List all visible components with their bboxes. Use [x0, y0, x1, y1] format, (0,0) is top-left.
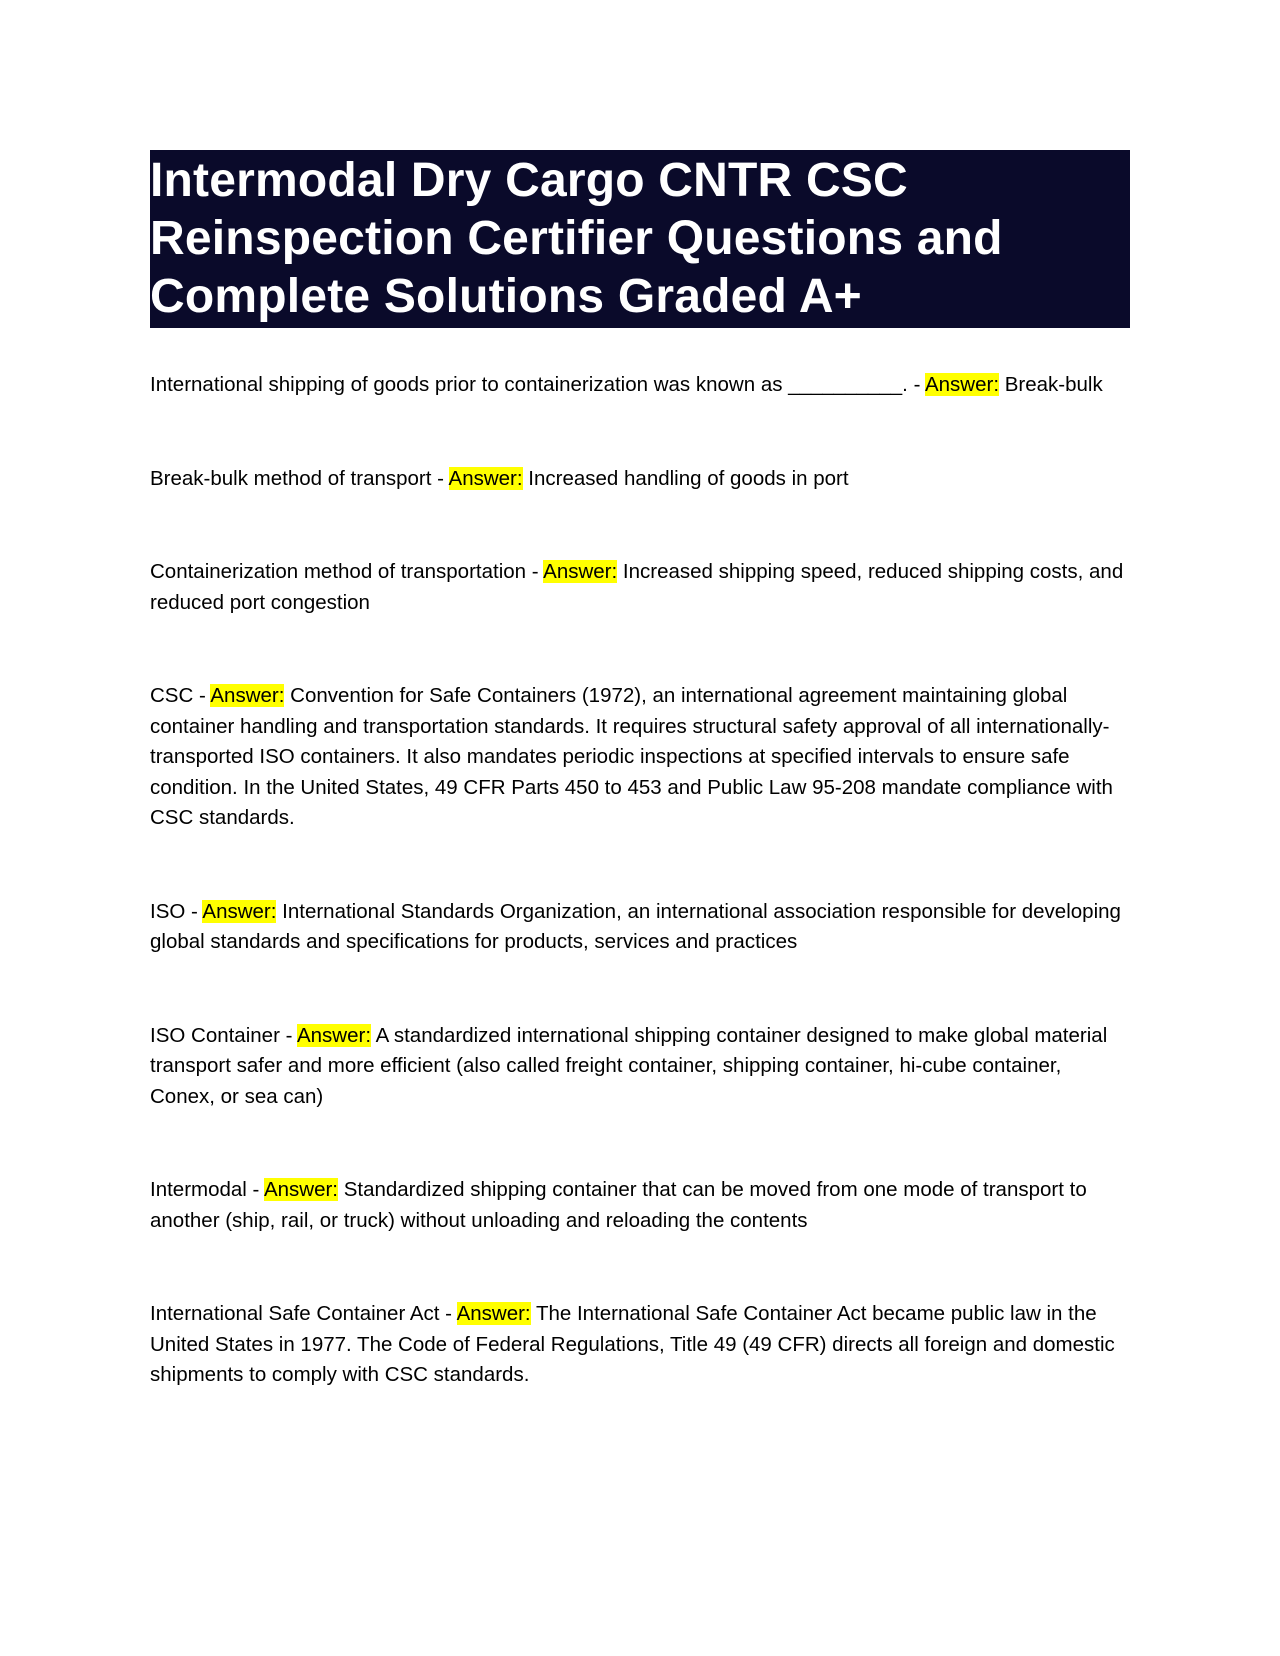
qa-list [150, 370, 1130, 1391]
qa-item [150, 1175, 1130, 1236]
answer-text: Increased handling of goods in port [522, 466, 849, 490]
question-text: Intermodal - [150, 1178, 264, 1201]
question-text: ISO - [150, 899, 203, 923]
question-text: Containerization method of transportation - [150, 560, 544, 583]
qa-item [150, 464, 1130, 495]
qa-item [150, 370, 1130, 401]
document-title: Intermodal Dry Cargo CNTR CSC Reinspection Certifier Questions and Complete Solutions Graded A+ [150, 150, 1130, 328]
question-text: International Safe Container Act - [150, 1302, 457, 1325]
answer-text: The International Safe Container Act became public law in the United States in 1977. The Code of Federal Regulations, Title 49 (49 CFR) directs all foreign and domestic shipments to comply with CSC standards. [150, 1302, 1115, 1386]
answer-label: Answer: [543, 560, 618, 583]
answer-label: Answer: [448, 466, 523, 490]
answer-label: Answer: [296, 1023, 372, 1047]
answer-text: A standardized international shipping container designed to make global material transport safer and more efficient (also called freight container, shipping container, hi-cube container, Conex, or sea can) [150, 1023, 1108, 1108]
qa-item [150, 557, 1130, 618]
answer-text: International Standards Organization, an international association responsible for developing global standards and specifications for products, services and practices [150, 899, 1121, 953]
qa-item [150, 1299, 1130, 1391]
answer-label: Answer: [263, 1178, 339, 1201]
document-page [150, 150, 1130, 1454]
question-text: Break-bulk method of transport - [150, 466, 449, 490]
question-text: CSC - [150, 684, 211, 707]
answer-text: Convention for Safe Containers (1972), an international agreement maintaining global container handling and transportation standards. It requires structural safety approval of all internationally-transported ISO containers. It also mandates periodic inspections at specified intervals to ensure safe condition. In the United States, 49 CFR Parts 450 to 453 and Public Law 95-208 mandate compliance with CSC standards. [150, 684, 1113, 829]
question-text: ISO Container - [150, 1023, 297, 1047]
answer-text: Standardized shipping container that can be moved from one mode of transport to another (ship, rail, or truck) without unloading and reloading the contents [150, 1178, 1087, 1232]
answer-text: Increased shipping speed, reduced shipping costs, and reduced port congestion [150, 560, 1124, 614]
answer-label: Answer: [202, 899, 277, 923]
answer-label: Answer: [210, 684, 285, 707]
question-text: International shipping of goods prior to containerization was known as __________. - [150, 373, 925, 396]
answer-label: Answer: [456, 1302, 531, 1325]
qa-item [150, 897, 1130, 958]
qa-item [150, 1021, 1130, 1113]
answer-label: Answer: [924, 373, 1000, 396]
qa-item [150, 681, 1130, 834]
answer-text: Break-bulk [999, 373, 1103, 396]
